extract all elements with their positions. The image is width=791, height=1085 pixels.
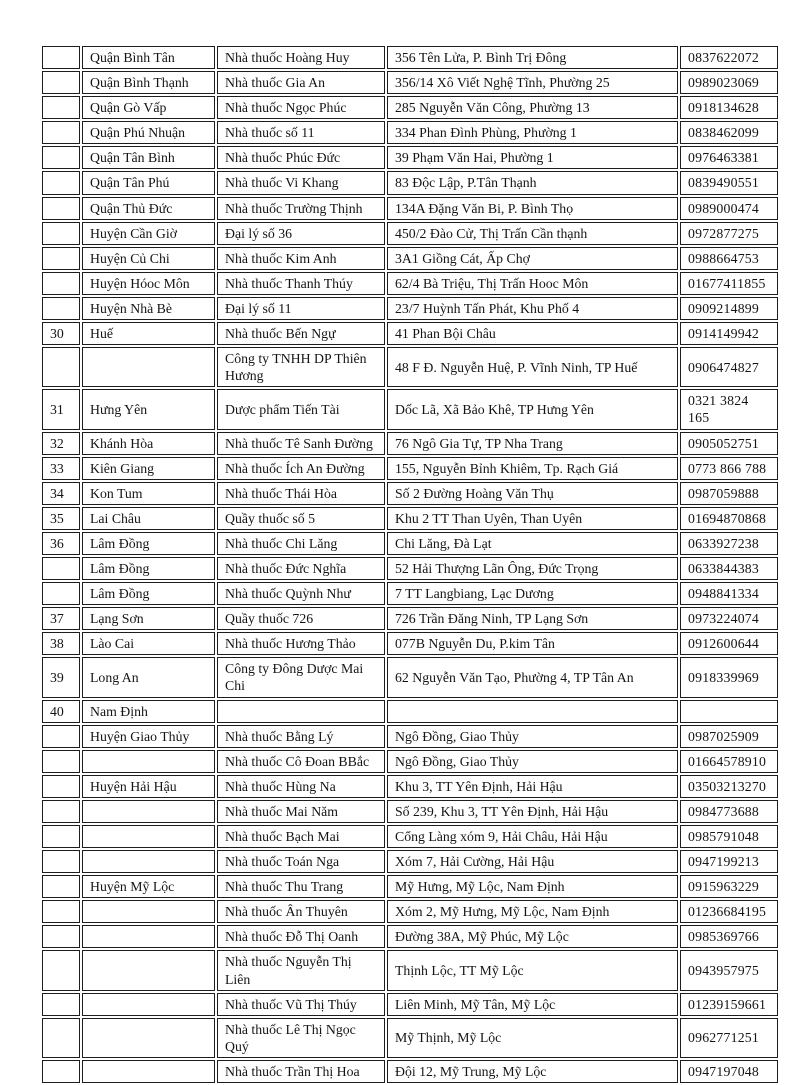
cell-pharmacy-name: Công ty TNHH DP Thiên Hương: [217, 347, 385, 387]
cell-region: Huyện Mỹ Lộc: [82, 875, 215, 898]
cell-phone: 0838462099: [680, 121, 778, 144]
cell-address: Dốc Lã, Xã Bảo Khê, TP Hưng Yên: [387, 389, 678, 429]
cell-no: [42, 850, 80, 873]
cell-region: [82, 825, 215, 848]
cell-pharmacy-name: Nhà thuốc Hùng Na: [217, 775, 385, 798]
cell-region: Quận Phú Nhuận: [82, 121, 215, 144]
cell-address: 48 F Đ. Nguyễn Huệ, P. Vĩnh Ninh, TP Huế: [387, 347, 678, 387]
cell-pharmacy-name: Công ty Đông Dược Mai Chi: [217, 657, 385, 697]
cell-address: 83 Độc Lập, P.Tân Thạnh: [387, 171, 678, 194]
cell-region: Huyện Hóoc Môn: [82, 272, 215, 295]
cell-pharmacy-name: Nhà thuốc Gia An: [217, 71, 385, 94]
cell-region: Quận Gò Vấp: [82, 96, 215, 119]
cell-address: Chi Lăng, Đà Lạt: [387, 532, 678, 555]
cell-no: 37: [42, 607, 80, 630]
cell-phone: 0912600644: [680, 632, 778, 655]
cell-phone: 0837622072: [680, 46, 778, 69]
cell-phone: 0906474827: [680, 347, 778, 387]
cell-address: Cổng Làng xóm 9, Hải Châu, Hải Hậu: [387, 825, 678, 848]
table-row: [42, 457, 778, 480]
cell-no: [42, 171, 80, 194]
table-row: [42, 171, 778, 194]
cell-pharmacy-name: Nhà thuốc Trường Thịnh: [217, 197, 385, 220]
cell-address: 62 Nguyễn Văn Tạo, Phường 4, TP Tân An: [387, 657, 678, 697]
table-row: [42, 532, 778, 555]
cell-no: [42, 725, 80, 748]
cell-phone: 0973224074: [680, 607, 778, 630]
table-row: [42, 725, 778, 748]
table-row: [42, 825, 778, 848]
cell-no: 40: [42, 700, 80, 723]
cell-address: 356/14 Xô Viết Nghệ Tĩnh, Phường 25: [387, 71, 678, 94]
cell-phone: 0976463381: [680, 146, 778, 169]
cell-region: Quận Tân Bình: [82, 146, 215, 169]
cell-pharmacy-name: Nhà thuốc Nguyễn Thị Liên: [217, 950, 385, 990]
cell-phone: 0918339969: [680, 657, 778, 697]
table-row: [42, 507, 778, 530]
table-row: [42, 46, 778, 69]
cell-address: 134A Đặng Văn Bi, P. Bình Thọ: [387, 197, 678, 220]
cell-phone: 0987025909: [680, 725, 778, 748]
cell-phone: [680, 700, 778, 723]
cell-no: [42, 993, 80, 1016]
cell-no: [42, 96, 80, 119]
cell-no: [42, 71, 80, 94]
cell-region: Hưng Yên: [82, 389, 215, 429]
cell-no: [42, 800, 80, 823]
cell-pharmacy-name: Nhà thuốc Vi Khang: [217, 171, 385, 194]
cell-no: 32: [42, 432, 80, 455]
cell-pharmacy-name: Nhà thuốc Bến Ngự: [217, 322, 385, 345]
cell-phone: 01677411855: [680, 272, 778, 295]
cell-phone: 0972877275: [680, 222, 778, 245]
cell-pharmacy-name: Nhà thuốc Ân Thuyên: [217, 900, 385, 923]
cell-address: 41 Phan Bội Châu: [387, 322, 678, 345]
cell-region: Kon Tum: [82, 482, 215, 505]
cell-no: 36: [42, 532, 80, 555]
cell-region: [82, 925, 215, 948]
cell-pharmacy-name: Đại lý số 11: [217, 297, 385, 320]
cell-pharmacy-name: Nhà thuốc Ngọc Phúc: [217, 96, 385, 119]
table-row: [42, 71, 778, 94]
cell-pharmacy-name: Nhà thuốc Ích An Đường: [217, 457, 385, 480]
cell-address: Mỹ Thịnh, Mỹ Lộc: [387, 1018, 678, 1058]
cell-no: [42, 46, 80, 69]
cell-address: Xóm 7, Hải Cường, Hải Hậu: [387, 850, 678, 873]
cell-region: Khánh Hòa: [82, 432, 215, 455]
cell-region: Quận Bình Tân: [82, 46, 215, 69]
cell-pharmacy-name: Dược phẩm Tiến Tài: [217, 389, 385, 429]
cell-phone: 0773 866 788: [680, 457, 778, 480]
cell-region: Huyện Giao Thủy: [82, 725, 215, 748]
cell-region: Quận Thủ Đức: [82, 197, 215, 220]
cell-phone: 01694870868: [680, 507, 778, 530]
cell-no: [42, 750, 80, 773]
table-row: [42, 657, 778, 697]
cell-pharmacy-name: Nhà thuốc Quỳnh Như: [217, 582, 385, 605]
cell-address: 077B Nguyễn Du, P.kim Tân: [387, 632, 678, 655]
cell-phone: 0943957975: [680, 950, 778, 990]
table-row: [42, 347, 778, 387]
cell-phone: 0988664753: [680, 247, 778, 270]
cell-phone: 0839490551: [680, 171, 778, 194]
cell-no: [42, 582, 80, 605]
table-row: [42, 775, 778, 798]
cell-address: Thịnh Lộc, TT Mỹ Lộc: [387, 950, 678, 990]
cell-pharmacy-name: Nhà thuốc Cô Đoan BBắc: [217, 750, 385, 773]
table-row: [42, 800, 778, 823]
table-row: [42, 247, 778, 270]
table-row: [42, 900, 778, 923]
cell-no: [42, 146, 80, 169]
table-row: [42, 96, 778, 119]
cell-no: [42, 197, 80, 220]
cell-phone: 0989023069: [680, 71, 778, 94]
cell-pharmacy-name: Đại lý số 36: [217, 222, 385, 245]
pharmacy-table: [40, 44, 780, 1085]
cell-region: Lào Cai: [82, 632, 215, 655]
cell-address: Ngô Đồng, Giao Thủy: [387, 750, 678, 773]
cell-pharmacy-name: Nhà thuốc Vũ Thị Thúy: [217, 993, 385, 1016]
cell-address: 285 Nguyễn Văn Công, Phường 13: [387, 96, 678, 119]
table-row: [42, 389, 778, 429]
cell-phone: 0985369766: [680, 925, 778, 948]
cell-phone: 0914149942: [680, 322, 778, 345]
cell-phone: 0984773688: [680, 800, 778, 823]
cell-address: Số 2 Đường Hoàng Văn Thụ: [387, 482, 678, 505]
cell-phone: 01236684195: [680, 900, 778, 923]
cell-region: Long An: [82, 657, 215, 697]
table-row: [42, 432, 778, 455]
cell-pharmacy-name: Nhà thuốc Thu Trang: [217, 875, 385, 898]
table-row: [42, 582, 778, 605]
cell-no: [42, 875, 80, 898]
cell-no: [42, 900, 80, 923]
cell-phone: 0918134628: [680, 96, 778, 119]
cell-no: [42, 557, 80, 580]
cell-region: [82, 1060, 215, 1083]
cell-no: [42, 1018, 80, 1058]
table-row: [42, 750, 778, 773]
cell-pharmacy-name: Nhà thuốc Tê Sanh Đường: [217, 432, 385, 455]
cell-phone: 0915963229: [680, 875, 778, 898]
cell-pharmacy-name: Nhà thuốc Đỗ Thị Oanh: [217, 925, 385, 948]
table-row: [42, 700, 778, 723]
table-row: [42, 1060, 778, 1083]
cell-pharmacy-name: [217, 700, 385, 723]
cell-pharmacy-name: Nhà thuốc Lê Thị Ngọc Quý: [217, 1018, 385, 1058]
cell-pharmacy-name: Nhà thuốc Hoàng Huy: [217, 46, 385, 69]
cell-no: [42, 272, 80, 295]
table-row: [42, 875, 778, 898]
cell-no: [42, 347, 80, 387]
cell-address: Số 239, Khu 3, TT Yên Định, Hải Hậu: [387, 800, 678, 823]
cell-pharmacy-name: Nhà thuốc Bằng Lý: [217, 725, 385, 748]
cell-pharmacy-name: Nhà thuốc Thái Hòa: [217, 482, 385, 505]
table-row: [42, 222, 778, 245]
table-row: [42, 297, 778, 320]
cell-address: 334 Phan Đình Phùng, Phường 1: [387, 121, 678, 144]
cell-no: [42, 247, 80, 270]
cell-address: 23/7 Huỳnh Tấn Phát, Khu Phố 4: [387, 297, 678, 320]
cell-address: [387, 700, 678, 723]
cell-pharmacy-name: Nhà thuốc số 11: [217, 121, 385, 144]
cell-pharmacy-name: Nhà thuốc Trần Thị Hoa: [217, 1060, 385, 1083]
cell-no: 34: [42, 482, 80, 505]
cell-phone: 0962771251: [680, 1018, 778, 1058]
cell-address: Đội 12, Mỹ Trung, Mỹ Lộc: [387, 1060, 678, 1083]
cell-region: Quận Tân Phú: [82, 171, 215, 194]
cell-phone: 0987059888: [680, 482, 778, 505]
cell-no: [42, 297, 80, 320]
cell-pharmacy-name: Nhà thuốc Chi Lăng: [217, 532, 385, 555]
cell-phone: 0947197048: [680, 1060, 778, 1083]
cell-phone: 0633927238: [680, 532, 778, 555]
table-row: [42, 482, 778, 505]
cell-region: Lâm Đồng: [82, 557, 215, 580]
cell-no: 38: [42, 632, 80, 655]
cell-region: Huyện Hải Hậu: [82, 775, 215, 798]
cell-region: [82, 900, 215, 923]
cell-region: [82, 800, 215, 823]
cell-region: [82, 850, 215, 873]
cell-region: Lâm Đồng: [82, 532, 215, 555]
cell-region: [82, 950, 215, 990]
cell-pharmacy-name: Quầy thuốc 726: [217, 607, 385, 630]
cell-address: Khu 3, TT Yên Định, Hải Hậu: [387, 775, 678, 798]
table-row: [42, 322, 778, 345]
cell-phone: 0633844383: [680, 557, 778, 580]
table-row: [42, 850, 778, 873]
cell-region: Lai Châu: [82, 507, 215, 530]
cell-phone: 0909214899: [680, 297, 778, 320]
cell-no: [42, 950, 80, 990]
cell-phone: 01239159661: [680, 993, 778, 1016]
cell-address: Khu 2 TT Than Uyên, Than Uyên: [387, 507, 678, 530]
cell-phone: 0985791048: [680, 825, 778, 848]
cell-no: 30: [42, 322, 80, 345]
cell-no: 33: [42, 457, 80, 480]
cell-no: 35: [42, 507, 80, 530]
cell-phone: 0948841334: [680, 582, 778, 605]
cell-address: 450/2 Đào Cử, Thị Trấn Cần thạnh: [387, 222, 678, 245]
cell-phone: 01664578910: [680, 750, 778, 773]
cell-address: 52 Hải Thượng Lãn Ông, Đức Trọng: [387, 557, 678, 580]
cell-region: Kiên Giang: [82, 457, 215, 480]
cell-pharmacy-name: Nhà thuốc Hương Thảo: [217, 632, 385, 655]
cell-address: 76 Ngô Gia Tự, TP Nha Trang: [387, 432, 678, 455]
cell-address: 356 Tên Lửa, P. Bình Trị Đông: [387, 46, 678, 69]
cell-address: Đường 38A, Mỹ Phúc, Mỹ Lộc: [387, 925, 678, 948]
cell-pharmacy-name: Nhà thuốc Phúc Đức: [217, 146, 385, 169]
cell-phone: 03503213270: [680, 775, 778, 798]
cell-region: Huyện Nhà Bè: [82, 297, 215, 320]
cell-region: Lâm Đồng: [82, 582, 215, 605]
cell-address: 7 TT Langbiang, Lạc Dương: [387, 582, 678, 605]
cell-no: [42, 121, 80, 144]
cell-region: Lạng Sơn: [82, 607, 215, 630]
cell-address: 39 Phạm Văn Hai, Phường 1: [387, 146, 678, 169]
cell-address: Mỹ Hưng, Mỹ Lộc, Nam Định: [387, 875, 678, 898]
cell-address: Ngô Đồng, Giao Thủy: [387, 725, 678, 748]
cell-region: [82, 750, 215, 773]
cell-phone: 0989000474: [680, 197, 778, 220]
cell-region: [82, 347, 215, 387]
cell-pharmacy-name: Nhà thuốc Đức Nghĩa: [217, 557, 385, 580]
cell-region: [82, 993, 215, 1016]
cell-address: 3A1 Giồng Cát, Ấp Chợ: [387, 247, 678, 270]
cell-no: [42, 925, 80, 948]
table-row: [42, 950, 778, 990]
table-row: [42, 632, 778, 655]
cell-no: [42, 825, 80, 848]
cell-pharmacy-name: Nhà thuốc Thanh Thúy: [217, 272, 385, 295]
table-row: [42, 121, 778, 144]
cell-phone: 0321 3824 165: [680, 389, 778, 429]
table-row: [42, 557, 778, 580]
cell-address: 62/4 Bà Triệu, Thị Trấn Hooc Môn: [387, 272, 678, 295]
table-row: [42, 607, 778, 630]
cell-no: 31: [42, 389, 80, 429]
cell-no: [42, 775, 80, 798]
cell-region: Huế: [82, 322, 215, 345]
cell-no: [42, 222, 80, 245]
table-row: [42, 146, 778, 169]
pharmacy-table-body: [42, 46, 778, 1083]
cell-address: Xóm 2, Mỹ Hưng, Mỹ Lộc, Nam Định: [387, 900, 678, 923]
cell-region: Huyện Củ Chi: [82, 247, 215, 270]
table-row: [42, 993, 778, 1016]
table-row: [42, 197, 778, 220]
cell-address: Liên Minh, Mỹ Tân, Mỹ Lộc: [387, 993, 678, 1016]
cell-pharmacy-name: Nhà thuốc Kim Anh: [217, 247, 385, 270]
cell-address: 155, Nguyễn Bỉnh Khiêm, Tp. Rạch Giá: [387, 457, 678, 480]
cell-pharmacy-name: Quầy thuốc số 5: [217, 507, 385, 530]
cell-region: Huyện Cần Giờ: [82, 222, 215, 245]
cell-phone: 0905052751: [680, 432, 778, 455]
cell-region: Quận Bình Thạnh: [82, 71, 215, 94]
table-row: [42, 925, 778, 948]
cell-pharmacy-name: Nhà thuốc Bạch Mai: [217, 825, 385, 848]
table-row: [42, 272, 778, 295]
cell-region: Nam Định: [82, 700, 215, 723]
cell-phone: 0947199213: [680, 850, 778, 873]
cell-address: 726 Trần Đăng Ninh, TP Lạng Sơn: [387, 607, 678, 630]
cell-no: [42, 1060, 80, 1083]
table-row: [42, 1018, 778, 1058]
cell-pharmacy-name: Nhà thuốc Toán Nga: [217, 850, 385, 873]
cell-pharmacy-name: Nhà thuốc Mai Năm: [217, 800, 385, 823]
cell-region: [82, 1018, 215, 1058]
cell-no: 39: [42, 657, 80, 697]
